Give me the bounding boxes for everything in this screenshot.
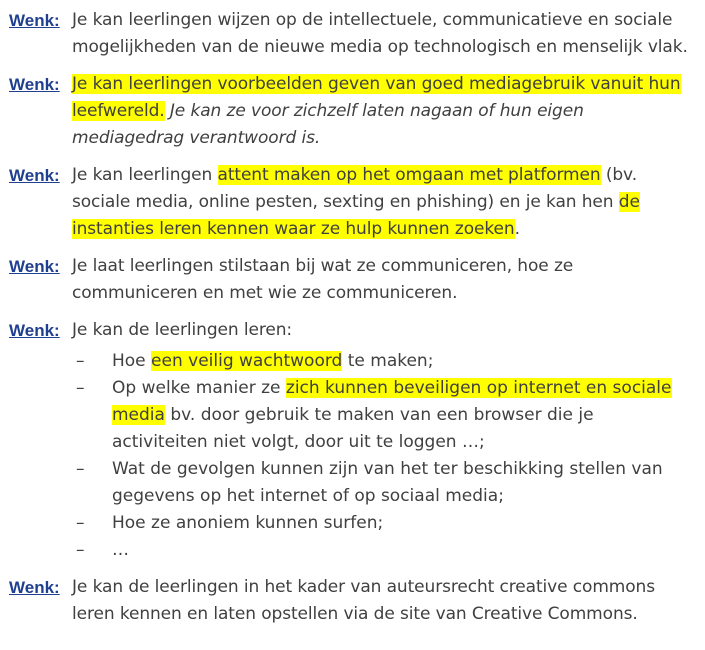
text-segment: te maken; xyxy=(342,351,434,371)
list-item xyxy=(0,510,705,537)
wenk-label: Wenk: xyxy=(9,321,60,340)
wenk-text-6: Je kan de leerlingen in het kader van auteursrecht creative commons leren kennen en laten opstellen via de site van Creative Commons. xyxy=(72,577,655,624)
wenk-block-5 xyxy=(0,317,705,344)
wenk-label: Wenk: xyxy=(9,257,60,276)
list-item-text: Hoe ze anoniem kunnen surfen; xyxy=(112,513,384,533)
wenk-block-2 xyxy=(0,71,705,152)
list-item xyxy=(0,537,705,564)
list-item xyxy=(0,375,705,456)
wenk-text-1: Je kan leerlingen wijzen op de intellectuele, communicatieve en sociale mogelijkheden van de nieuwe media op technologisch en menselijk vlak. xyxy=(72,10,688,57)
highlighted-text: Je kan leerlingen voorbeelden geven van goed mediagebruik vanuit hun leefwereld. xyxy=(72,74,681,121)
list-item xyxy=(0,456,705,510)
italic-text: Je kan ze voor zichzelf laten nagaan of hun eigen mediagedrag verantwoord is. xyxy=(72,101,584,148)
wenk-label: Wenk: xyxy=(9,11,60,30)
dash-bullet: – xyxy=(76,378,85,398)
wenk-label: Wenk: xyxy=(9,578,60,597)
text-segment: . xyxy=(514,219,520,239)
text-segment: Je kan leerlingen xyxy=(72,165,218,185)
text-segment: Op welke manier ze xyxy=(112,378,286,398)
dash-bullet: – xyxy=(76,459,85,479)
text-segment: bv. door gebruik te maken van een browser die je activiteiten niet volgt, door uit te loggen …; xyxy=(112,405,594,452)
dash-bullet: – xyxy=(76,513,85,533)
wenk-block-6 xyxy=(0,574,705,628)
wenk-block-4 xyxy=(0,253,705,307)
list-item xyxy=(0,348,705,375)
wenk-text-2 xyxy=(72,71,705,152)
highlighted-text: attent maken op het omgaan met platformen xyxy=(217,165,601,185)
wenk-block-1 xyxy=(0,7,705,61)
list-item-text: Wat de gevolgen kunnen zijn van het ter beschikking stellen van gegevens op het internet of op sociaal media; xyxy=(112,459,663,506)
bullet-list xyxy=(0,348,705,564)
text-segment: Hoe xyxy=(112,351,152,371)
wenk-text-3 xyxy=(72,162,705,243)
wenk-text-4: Je laat leerlingen stilstaan bij wat ze communiceren, hoe ze communiceren en met wie ze communiceren. xyxy=(72,256,574,303)
list-item-text xyxy=(112,348,705,375)
highlighted-text: zich kunnen beveiligen op internet en sociale media xyxy=(112,378,672,425)
wenk-label: Wenk: xyxy=(9,75,60,94)
highlighted-text: een veilig wachtwoord xyxy=(151,351,343,371)
dash-bullet: – xyxy=(76,351,85,371)
wenk-text-5-intro: Je kan de leerlingen leren: xyxy=(72,320,293,340)
wenk-label: Wenk: xyxy=(9,166,60,185)
dash-bullet: – xyxy=(76,540,85,560)
text-segment: (bv. sociale media, online pesten, sexting en phishing) en je kan hen xyxy=(72,165,638,212)
wenk-block-3 xyxy=(0,162,705,243)
highlighted-text: de instanties leren kennen waar ze hulp kunnen zoeken xyxy=(72,192,640,239)
list-item-text xyxy=(112,375,705,456)
list-item-text: … xyxy=(112,540,129,560)
